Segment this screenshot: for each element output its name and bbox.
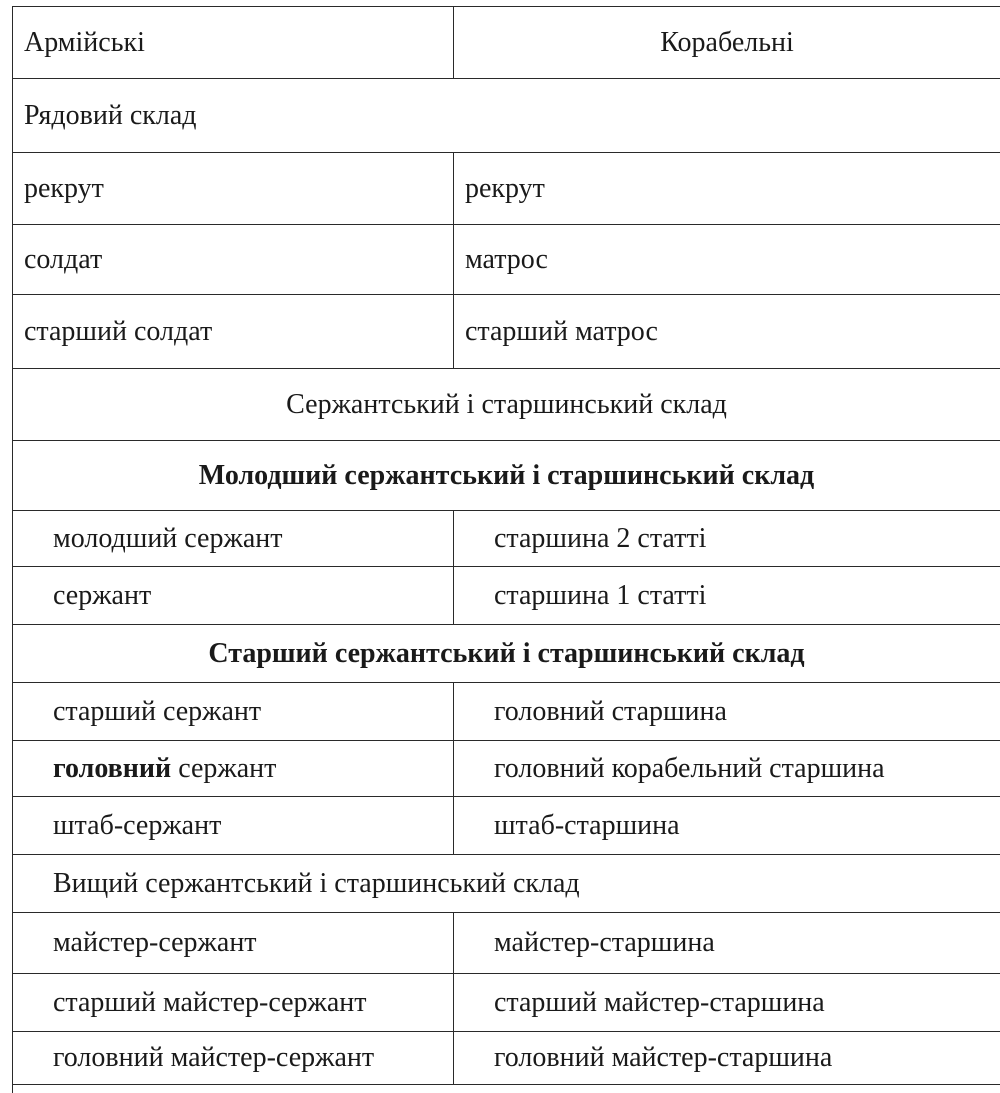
section-privates-title: Рядовий склад	[13, 79, 1000, 153]
subsection-row	[13, 441, 1000, 511]
table-row	[13, 797, 1000, 855]
army-rank-rest: сержант	[171, 753, 276, 784]
table-row	[13, 567, 1000, 625]
table-row	[13, 1032, 1000, 1085]
table-row	[13, 511, 1000, 567]
army-rank-bold: головний	[53, 753, 171, 784]
header-row	[13, 7, 1000, 79]
navy-rank: головний корабельний старшина	[454, 741, 1000, 797]
navy-rank: матрос	[454, 225, 1000, 295]
partial-cell	[13, 1085, 1000, 1093]
navy-rank: рекрут	[454, 153, 1000, 225]
navy-rank: старшина 1 статті	[454, 567, 1000, 625]
table-row	[13, 741, 1000, 797]
navy-rank: майстер-старшина	[454, 913, 1000, 974]
navy-rank: старшина 2 статті	[454, 511, 1000, 567]
army-rank	[13, 741, 454, 797]
table-row	[13, 683, 1000, 741]
subsection-row	[13, 855, 1000, 913]
army-rank: старший сержант	[13, 683, 454, 741]
navy-rank: головний майстер-старшина	[454, 1032, 1000, 1085]
army-rank: сержант	[13, 567, 454, 625]
table-row	[13, 153, 1000, 225]
navy-rank: штаб-старшина	[454, 797, 1000, 855]
army-rank: штаб-сержант	[13, 797, 454, 855]
section-ncos-title: Сержантський і старшинський склад	[13, 369, 1000, 441]
army-rank: рекрут	[13, 153, 454, 225]
table-row-partial	[13, 1085, 1000, 1093]
navy-rank: старший матрос	[454, 295, 1000, 369]
army-rank: молодший сержант	[13, 511, 454, 567]
section-row	[13, 79, 1000, 153]
table-row	[13, 913, 1000, 974]
army-rank: головний майстер-сержант	[13, 1032, 454, 1085]
army-rank: старший солдат	[13, 295, 454, 369]
navy-rank: старший майстер-старшина	[454, 974, 1000, 1032]
subsection-row	[13, 625, 1000, 683]
table-row	[13, 974, 1000, 1032]
subsection-higher-title: Вищий сержантський і старшинський склад	[13, 855, 1000, 913]
ranks-table	[12, 6, 1000, 1093]
navy-rank: головний старшина	[454, 683, 1000, 741]
army-rank: солдат	[13, 225, 454, 295]
subsection-senior-title: Старший сержантський і старшинський склад	[13, 625, 1000, 683]
section-row	[13, 369, 1000, 441]
subsection-junior-title: Молодший сержантський і старшинський склад	[13, 441, 1000, 511]
army-rank: майстер-сержант	[13, 913, 454, 974]
table-row	[13, 225, 1000, 295]
header-army: Армійські	[13, 7, 454, 79]
header-navy: Корабельні	[454, 7, 1000, 79]
army-rank: старший майстер-сержант	[13, 974, 454, 1032]
table-row	[13, 295, 1000, 369]
